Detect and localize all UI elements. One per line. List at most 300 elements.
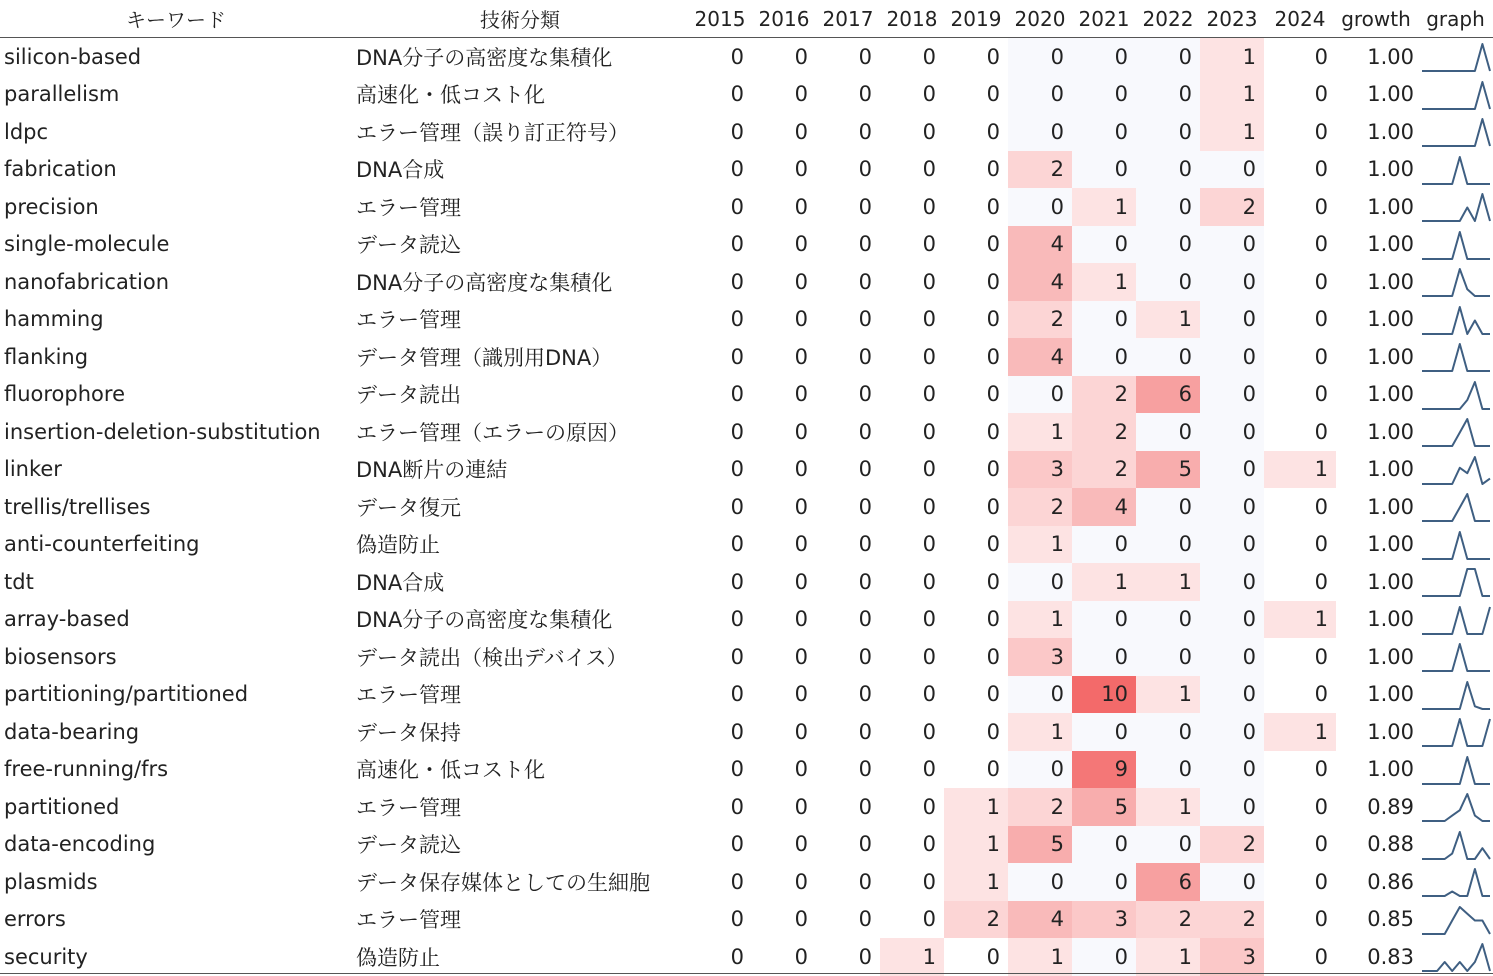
count-cell-2020: 0	[1008, 38, 1072, 76]
count-cell-2015: 0	[730, 457, 744, 482]
table-row[interactable]	[0, 38, 1493, 76]
count-cell-2020: 0	[1008, 76, 1072, 114]
count-cell-2015: 0	[730, 869, 744, 894]
count-cell-2021: 2	[1072, 413, 1136, 451]
count-cell-2024: 0	[1314, 869, 1328, 894]
sparkline-series	[1422, 232, 1490, 259]
sparkline-series	[1422, 832, 1490, 859]
sparkline	[1421, 642, 1491, 672]
count-cell-2022: 0	[1136, 526, 1200, 564]
count-cell-2023: 0	[1200, 451, 1264, 489]
count-cell-2023: 1	[1200, 113, 1264, 151]
keyword-cell: plasmids	[4, 869, 98, 894]
count-cell-2022: 0	[1136, 263, 1200, 301]
growth-cell: 1.00	[1367, 719, 1414, 744]
growth-cell: 0.88	[1367, 832, 1414, 857]
table-row[interactable]	[0, 376, 1493, 414]
count-cell-2017: 0	[858, 607, 872, 632]
table-row[interactable]	[0, 676, 1493, 714]
count-cell-2018: 0	[922, 682, 936, 707]
count-cell-2021: 0	[1072, 113, 1136, 151]
count-cell-2023: 0	[1200, 563, 1264, 601]
growth-cell: 1.00	[1367, 607, 1414, 632]
sparkline-series	[1422, 269, 1490, 296]
sparkline-series	[1422, 382, 1490, 409]
count-cell-2017: 0	[858, 382, 872, 407]
table-row[interactable]	[0, 751, 1493, 789]
count-cell-2016: 0	[794, 82, 808, 107]
count-cell-2018: 0	[922, 794, 936, 819]
count-cell-2019: 0	[986, 757, 1000, 782]
count-cell-2016: 0	[794, 232, 808, 257]
sparkline	[1421, 605, 1491, 635]
count-cell-2023: 0	[1200, 676, 1264, 714]
count-cell-2016: 0	[794, 307, 808, 332]
count-cell-2018: 0	[922, 457, 936, 482]
sparkline-series	[1422, 457, 1490, 484]
category-cell: DNA分子の高密度な集積化	[356, 608, 613, 633]
sparkline	[1421, 267, 1491, 297]
table-row[interactable]	[0, 151, 1493, 189]
count-cell-2016: 0	[794, 832, 808, 857]
category-cell: 偽造防止	[356, 533, 440, 558]
count-cell-2017: 0	[858, 644, 872, 669]
table-row[interactable]	[0, 638, 1493, 676]
count-cell-2020: 4	[1008, 338, 1072, 376]
table-row[interactable]	[0, 826, 1493, 864]
sparkline	[1421, 942, 1491, 972]
header-year-2020[interactable]: 2020	[1014, 6, 1066, 31]
count-cell-2015: 0	[730, 82, 744, 107]
count-cell-2016: 0	[794, 944, 808, 969]
count-cell-2016: 0	[794, 44, 808, 69]
count-cell-2023: 0	[1200, 713, 1264, 751]
count-cell-2019: 0	[986, 682, 1000, 707]
growth-cell: 1.00	[1367, 157, 1414, 182]
count-cell-2021: 0	[1072, 338, 1136, 376]
category-cell: 偽造防止	[356, 945, 440, 970]
count-cell-2018: 0	[922, 569, 936, 594]
header-graph[interactable]: graph	[1426, 6, 1485, 31]
keyword-cell: biosensors	[4, 644, 117, 669]
count-cell-2017: 0	[858, 569, 872, 594]
count-cell-2023: 1	[1200, 38, 1264, 76]
keyword-cell: free-running/frs	[4, 757, 169, 782]
table-row[interactable]	[0, 713, 1493, 751]
growth-cell: 0.85	[1367, 907, 1414, 932]
keyword-cell: single-molecule	[4, 232, 170, 257]
count-cell-2016: 0	[794, 719, 808, 744]
count-cell-2021: 5	[1072, 788, 1136, 826]
table-row[interactable]	[0, 226, 1493, 264]
category-cell: DNA分子の高密度な集積化	[356, 270, 613, 295]
sparkline	[1421, 680, 1491, 710]
count-cell-2023: 0	[1200, 601, 1264, 639]
count-cell-2016: 0	[794, 269, 808, 294]
keyword-cell: partitioned	[4, 794, 120, 819]
table-row[interactable]	[0, 113, 1493, 151]
sparkline	[1421, 42, 1491, 72]
count-cell-2020: 0	[1008, 188, 1072, 226]
count-cell-2020: 3	[1008, 638, 1072, 676]
count-cell-2015: 0	[730, 494, 744, 519]
category-cell: データ保持	[356, 720, 461, 745]
keyword-cell: array-based	[4, 607, 130, 632]
count-cell-2020: 3	[1008, 451, 1072, 489]
count-cell-2019: 0	[986, 382, 1000, 407]
count-cell-2021: 0	[1072, 713, 1136, 751]
table-row[interactable]	[0, 263, 1493, 301]
count-cell-2020: 4	[1008, 226, 1072, 264]
count-cell-2023: 0	[1200, 638, 1264, 676]
count-cell-2018: 0	[922, 44, 936, 69]
count-cell-2022: 0	[1136, 338, 1200, 376]
sparkline-series	[1422, 907, 1490, 934]
count-cell-2023: 0	[1200, 526, 1264, 564]
count-cell-2019: 0	[986, 232, 1000, 257]
count-cell-2023: 2	[1200, 901, 1264, 939]
count-cell-2018: 0	[922, 344, 936, 369]
growth-cell: 0.83	[1367, 944, 1414, 969]
count-cell-2015: 0	[730, 269, 744, 294]
count-cell-2016: 0	[794, 457, 808, 482]
count-cell-2015: 0	[730, 157, 744, 182]
count-cell-2019: 0	[986, 344, 1000, 369]
sparkline	[1421, 192, 1491, 222]
count-cell-2021: 0	[1072, 226, 1136, 264]
sparkline-series	[1422, 607, 1490, 634]
count-cell-2018: 0	[922, 382, 936, 407]
count-cell-2017: 0	[858, 944, 872, 969]
header-year-2017[interactable]: 2017	[822, 6, 874, 31]
count-cell-2022: 0	[1136, 151, 1200, 189]
table-row[interactable]	[0, 563, 1493, 601]
count-cell-2018: 0	[922, 907, 936, 932]
sparkline	[1421, 492, 1491, 522]
count-cell-2024: 0	[1314, 307, 1328, 332]
header-year-2022[interactable]: 2022	[1142, 6, 1194, 31]
count-cell-2016: 0	[794, 494, 808, 519]
count-cell-2022: 6	[1136, 863, 1200, 901]
header-year-2021[interactable]: 2021	[1078, 6, 1130, 31]
growth-cell: 1.00	[1367, 457, 1414, 482]
count-cell-2019: 0	[986, 269, 1000, 294]
count-cell-2024: 0	[1314, 494, 1328, 519]
count-cell-2022: 0	[1136, 413, 1200, 451]
growth-cell: 1.00	[1367, 644, 1414, 669]
header-year-2023[interactable]: 2023	[1206, 6, 1258, 31]
count-cell-2015: 0	[730, 119, 744, 144]
sparkline-series	[1422, 794, 1490, 821]
count-cell-2017: 0	[858, 44, 872, 69]
keyword-cell: flanking	[4, 344, 89, 369]
count-cell-2018: 0	[922, 644, 936, 669]
sparkline	[1421, 867, 1491, 897]
count-cell-2022: 0	[1136, 488, 1200, 526]
count-cell-2023: 0	[1200, 376, 1264, 414]
keyword-cell: data-encoding	[4, 832, 156, 857]
table-row[interactable]	[0, 451, 1493, 489]
count-cell-2015: 0	[730, 419, 744, 444]
count-cell-2024: 0	[1314, 532, 1328, 557]
table-row[interactable]	[0, 863, 1493, 901]
count-cell-2021: 10	[1072, 676, 1136, 714]
keyword-cell: fluorophore	[4, 382, 125, 407]
keyword-cell: tdt	[4, 569, 34, 594]
count-cell-2015: 0	[730, 382, 744, 407]
sparkline-series	[1422, 157, 1490, 184]
count-cell-2023: 0	[1200, 226, 1264, 264]
count-cell-2020: 1	[1008, 413, 1072, 451]
count-cell-2021: 0	[1072, 638, 1136, 676]
header-growth[interactable]: growth	[1341, 6, 1411, 31]
sparkline-series	[1422, 119, 1490, 146]
category-cell: データ管理（識別用DNA）	[356, 345, 613, 370]
count-cell-2019: 0	[986, 157, 1000, 182]
count-cell-2024: 0	[1314, 157, 1328, 182]
count-cell-2024: 0	[1314, 757, 1328, 782]
count-cell-2019: 1	[944, 788, 1008, 826]
count-cell-2023: 0	[1200, 488, 1264, 526]
count-cell-2015: 0	[730, 344, 744, 369]
count-cell-2024: 0	[1314, 119, 1328, 144]
count-cell-2016: 0	[794, 869, 808, 894]
count-cell-2017: 0	[858, 719, 872, 744]
count-cell-2024: 0	[1314, 382, 1328, 407]
count-cell-2016: 0	[794, 607, 808, 632]
count-cell-2024: 0	[1314, 794, 1328, 819]
count-cell-2015: 0	[730, 569, 744, 594]
category-cell: 高速化・低コスト化	[356, 83, 545, 108]
count-cell-2021: 0	[1072, 938, 1136, 976]
count-cell-2016: 0	[794, 344, 808, 369]
count-cell-2020: 0	[1008, 676, 1072, 714]
count-cell-2018: 0	[922, 757, 936, 782]
category-cell: エラー管理	[356, 195, 461, 220]
header-year-2018[interactable]: 2018	[886, 6, 938, 31]
count-cell-2022: 1	[1136, 676, 1200, 714]
count-cell-2018: 0	[922, 869, 936, 894]
count-cell-2024: 1	[1264, 601, 1336, 639]
count-cell-2018: 0	[922, 194, 936, 219]
count-cell-2020: 1	[1008, 938, 1072, 976]
count-cell-2022: 0	[1136, 188, 1200, 226]
count-cell-2022: 1	[1136, 563, 1200, 601]
count-cell-2023: 2	[1200, 826, 1264, 864]
count-cell-2021: 3	[1072, 901, 1136, 939]
growth-cell: 1.00	[1367, 232, 1414, 257]
header-keyword[interactable]: キーワード	[126, 8, 226, 33]
category-cell: DNA合成	[356, 158, 445, 183]
count-cell-2023: 0	[1200, 338, 1264, 376]
count-cell-2024: 0	[1314, 832, 1328, 857]
category-cell: DNA断片の連結	[356, 458, 508, 483]
sparkline-series	[1422, 644, 1490, 671]
growth-cell: 1.00	[1367, 82, 1414, 107]
count-cell-2023: 0	[1200, 151, 1264, 189]
table-row[interactable]	[0, 338, 1493, 376]
growth-cell: 1.00	[1367, 569, 1414, 594]
growth-cell: 0.89	[1367, 794, 1414, 819]
growth-cell: 1.00	[1367, 419, 1414, 444]
sparkline	[1421, 117, 1491, 147]
count-cell-2015: 0	[730, 44, 744, 69]
sparkline	[1421, 80, 1491, 110]
header-row	[0, 0, 1493, 38]
count-cell-2021: 2	[1072, 451, 1136, 489]
count-cell-2024: 0	[1314, 269, 1328, 294]
count-cell-2019: 0	[986, 82, 1000, 107]
sparkline	[1421, 380, 1491, 410]
sparkline	[1421, 305, 1491, 335]
category-cell: エラー管理	[356, 683, 461, 708]
sparkline-series	[1422, 944, 1490, 971]
count-cell-2021: 1	[1072, 188, 1136, 226]
count-cell-2016: 0	[794, 382, 808, 407]
count-cell-2017: 0	[858, 869, 872, 894]
count-cell-2024: 1	[1264, 451, 1336, 489]
count-cell-2024: 0	[1314, 907, 1328, 932]
count-cell-2015: 0	[730, 307, 744, 332]
category-cell: データ読込	[356, 233, 461, 258]
table-row[interactable]	[0, 938, 1493, 976]
count-cell-2022: 0	[1136, 601, 1200, 639]
table-row[interactable]	[0, 188, 1493, 226]
table-row[interactable]	[0, 526, 1493, 564]
sparkline-series	[1422, 682, 1490, 709]
count-cell-2024: 0	[1314, 569, 1328, 594]
keyword-cell: trellis/trellises	[4, 494, 151, 519]
count-cell-2016: 0	[794, 682, 808, 707]
count-cell-2019: 1	[944, 826, 1008, 864]
count-cell-2018: 0	[922, 719, 936, 744]
sparkline	[1421, 905, 1491, 935]
category-cell: データ復元	[356, 495, 461, 520]
count-cell-2016: 0	[794, 907, 808, 932]
count-cell-2020: 0	[1008, 863, 1072, 901]
count-cell-2021: 0	[1072, 863, 1136, 901]
table-row[interactable]	[0, 301, 1493, 339]
count-cell-2016: 0	[794, 532, 808, 557]
keyword-cell: hamming	[4, 307, 104, 332]
category-cell: データ読込	[356, 833, 461, 858]
category-cell: エラー管理	[356, 795, 461, 820]
count-cell-2017: 0	[858, 532, 872, 557]
table-row[interactable]	[0, 601, 1493, 639]
count-cell-2020: 0	[1008, 751, 1072, 789]
count-cell-2018: 0	[922, 269, 936, 294]
count-cell-2015: 0	[730, 194, 744, 219]
keyword-cell: nanofabrication	[4, 269, 170, 294]
sparkline-series	[1422, 194, 1490, 221]
sparkline	[1421, 455, 1491, 485]
category-cell: DNA合成	[356, 570, 445, 595]
growth-cell: 1.00	[1367, 494, 1414, 519]
keyword-cell: partitioning/partitioned	[4, 682, 249, 707]
sparkline-series	[1422, 757, 1490, 784]
count-cell-2020: 4	[1008, 263, 1072, 301]
category-cell: エラー管理	[356, 908, 461, 933]
count-cell-2020: 2	[1008, 788, 1072, 826]
count-cell-2021: 0	[1072, 38, 1136, 76]
keyword-cell: fabrication	[4, 157, 117, 182]
keyword-cell: ldpc	[4, 119, 49, 144]
category-cell: 高速化・低コスト化	[356, 758, 545, 783]
growth-cell: 1.00	[1367, 119, 1414, 144]
count-cell-2017: 0	[858, 119, 872, 144]
count-cell-2015: 0	[730, 794, 744, 819]
count-cell-2015: 0	[730, 832, 744, 857]
header-year-2016[interactable]: 2016	[758, 6, 810, 31]
count-cell-2019: 0	[986, 719, 1000, 744]
count-cell-2016: 0	[794, 157, 808, 182]
keyword-cell: anti-counterfeiting	[4, 532, 200, 557]
count-cell-2021: 0	[1072, 76, 1136, 114]
count-cell-2017: 0	[858, 157, 872, 182]
count-cell-2021: 0	[1072, 526, 1136, 564]
count-cell-2024: 0	[1314, 232, 1328, 257]
header-year-2019[interactable]: 2019	[950, 6, 1002, 31]
sparkline-series	[1422, 44, 1490, 71]
category-cell: データ読出（検出デバイス）	[356, 645, 628, 670]
header-year-2015[interactable]: 2015	[694, 6, 746, 31]
table-row[interactable]	[0, 488, 1493, 526]
count-cell-2017: 0	[858, 344, 872, 369]
count-cell-2024: 0	[1314, 344, 1328, 369]
count-cell-2023: 0	[1200, 263, 1264, 301]
count-cell-2023: 0	[1200, 413, 1264, 451]
count-cell-2022: 0	[1136, 751, 1200, 789]
count-cell-2024: 0	[1314, 944, 1328, 969]
count-cell-2020: 0	[1008, 113, 1072, 151]
count-cell-2016: 0	[794, 757, 808, 782]
count-cell-2020: 1	[1008, 713, 1072, 751]
count-cell-2021: 2	[1072, 376, 1136, 414]
count-cell-2022: 0	[1136, 76, 1200, 114]
header-category[interactable]: 技術分類	[480, 8, 560, 33]
table-row[interactable]	[0, 901, 1493, 939]
table-row[interactable]	[0, 788, 1493, 826]
count-cell-2018: 0	[922, 119, 936, 144]
count-cell-2016: 0	[794, 644, 808, 669]
count-cell-2019: 0	[986, 419, 1000, 444]
count-cell-2016: 0	[794, 419, 808, 444]
count-cell-2020: 1	[1008, 601, 1072, 639]
sparkline	[1421, 717, 1491, 747]
count-cell-2022: 0	[1136, 113, 1200, 151]
count-cell-2020: 5	[1008, 826, 1072, 864]
count-cell-2019: 0	[986, 44, 1000, 69]
sparkline	[1421, 755, 1491, 785]
table-row[interactable]	[0, 76, 1493, 114]
sparkline	[1421, 830, 1491, 860]
count-cell-2019: 0	[986, 569, 1000, 594]
count-cell-2015: 0	[730, 607, 744, 632]
count-cell-2020: 4	[1008, 901, 1072, 939]
sparkline-series	[1422, 307, 1490, 334]
category-cell: データ読出	[356, 383, 461, 408]
count-cell-2023: 2	[1200, 188, 1264, 226]
count-cell-2022: 0	[1136, 826, 1200, 864]
category-cell: データ保存媒体としての生細胞	[356, 870, 650, 895]
count-cell-2024: 0	[1314, 194, 1328, 219]
count-cell-2019: 0	[986, 457, 1000, 482]
table-row[interactable]	[0, 413, 1493, 451]
header-year-2024[interactable]: 2024	[1274, 6, 1326, 31]
keyword-cell: errors	[4, 907, 66, 932]
sparkline	[1421, 792, 1491, 822]
count-cell-2023: 0	[1200, 788, 1264, 826]
